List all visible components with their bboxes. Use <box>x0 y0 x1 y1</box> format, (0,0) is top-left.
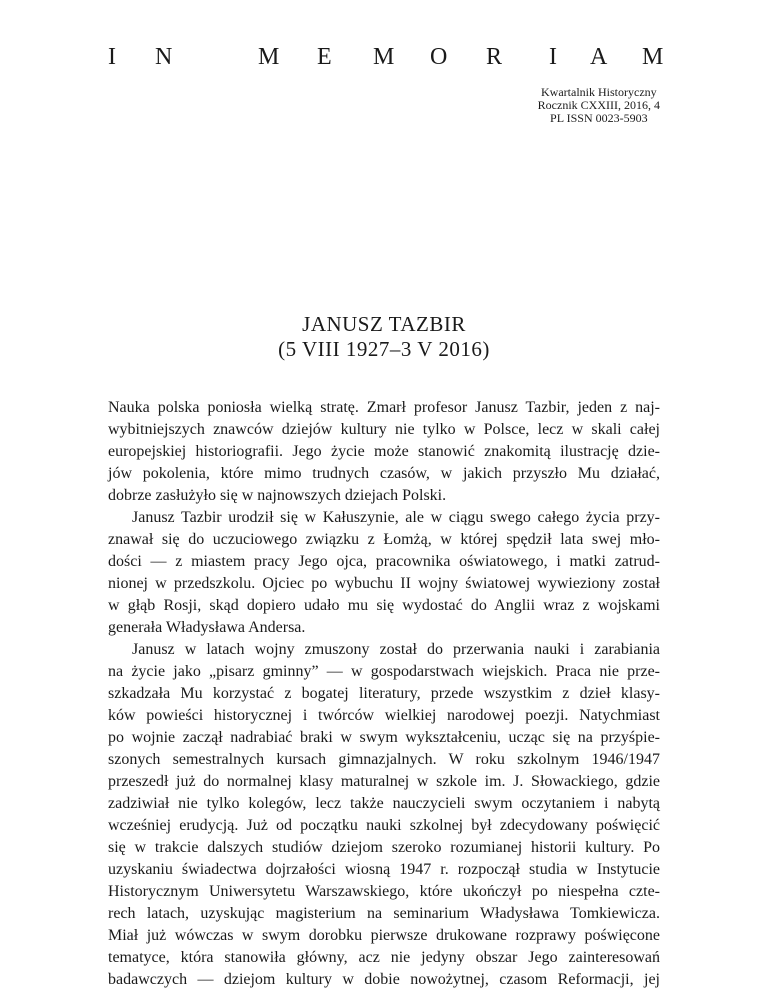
journal-name: Kwartalnik Historyczny <box>541 85 657 99</box>
body-line: szonych semestralnych kursach gimnazjalnych. W roku szkolnym 1946/1947 <box>108 751 660 768</box>
body-line: po wojnie zaczął nadrabiać braki w swym wykształceniu, ucząc się na przyśpie- <box>108 729 660 746</box>
heading-letter: I <box>549 44 557 70</box>
body-line: na życie jako „pisarz gminny” — w gospodarstwach wiejskich. Praca nie prze- <box>108 663 660 680</box>
body-line: badawczych — dziejom kultury w dobie nowożytnej, czasom Reformacji, jej <box>108 971 660 988</box>
body-line: wcześniej erudycją. Już od początku nauki szkolnej był zdecydowany poświęcić <box>108 817 660 834</box>
journal-volume: Rocznik CXXIII, 2016, 4 <box>537 98 660 112</box>
body-line: Miał już wówczas w swym dorobku pierwsze drukowane rozprawy poświęcone <box>108 927 660 944</box>
body-line: ków powieści historycznej i twórców wielkiej narodowej poezji. Natychmiast <box>108 707 660 724</box>
article-title: JANUSZ TAZBIR <box>302 312 466 336</box>
body-line: Janusz Tazbir urodził się w Kałuszynie, ale w ciągu swego całego życia przy- <box>132 509 660 526</box>
article-title-block <box>0 312 768 362</box>
body-line: Historycznym Uniwersytetu Warszawskiego, które ukończył po niespełna czte- <box>108 883 660 900</box>
heading-letter: A <box>590 44 608 70</box>
body-line: zadziwiał nie tylko kolegów, lecz także nauczycieli swym oczytaniem i nabytą <box>108 795 660 812</box>
body-line: europejskiej historiografii. Jego życie może stanowić znakomitą ilustrację dzie- <box>108 443 660 460</box>
body-line: generała Władysława Andersa. <box>108 619 306 636</box>
heading-letter: E <box>317 44 332 70</box>
body-line: rech latach, uzyskując magisterium na seminarium Władysława Tomkiewicza. <box>108 905 660 922</box>
journal-issn: PL ISSN 0023-5903 <box>550 111 648 125</box>
heading-letter: O <box>430 44 448 70</box>
body-line: Nauka polska poniosła wielką stratę. Zmarł profesor Janusz Tazbir, jeden z naj- <box>108 399 660 416</box>
body-line: nionej w przedszkolu. Ojciec po wybuchu II wojny światowej wywieziony został <box>108 575 660 592</box>
article-dates: (5 VIII 1927–3 V 2016) <box>278 337 490 361</box>
body-line: wybitniejszych znawców dziejów kultury nie tylko w Polsce, lecz w skali całej <box>108 421 660 438</box>
body-line: dobrze zasłużyło się w najnowszych dziejach Polski. <box>108 487 447 504</box>
heading-letter: R <box>486 44 503 70</box>
journal-info <box>538 86 660 125</box>
body-line: szkadzała Mu korzystać z bogatej literatury, przede wszystkim z dzieł klasy- <box>108 685 660 702</box>
body-line: dości — z miastem pracy Jego ojca, pracownika oświatowego, i matki zatrud- <box>108 553 660 570</box>
article-body <box>108 397 660 991</box>
body-line: znawał się do uczuciowego związku z Łomżą, w której spędził lata swej mło- <box>108 531 660 548</box>
heading-letter: M <box>373 44 395 70</box>
body-line: Janusz w latach wojny zmuszony został do przerwania nauki i zarabiania <box>132 641 660 658</box>
body-line: uzyskaniu świadectwa dojrzałości wiosną 1947 r. rozpoczął studia w Instytucie <box>108 861 660 878</box>
heading-letter: M <box>258 44 280 70</box>
body-line: w głąb Rosji, skąd dopiero udało mu się wydostać do Anglii wraz z wojskami <box>108 597 660 614</box>
heading-letter: I <box>108 44 116 70</box>
body-line: się w trakcie dalszych studiów dziejom szeroko rozumianej historii kultury. Po <box>108 839 660 856</box>
body-line: tematyce, która stanowiła główny, acz nie jedyny obszar Jego zainteresowań <box>108 949 660 966</box>
heading-letter: N <box>155 44 173 70</box>
body-line: przeszedł już do normalnej klasy maturalnej w szkole im. J. Słowackiego, gdzie <box>108 773 660 790</box>
body-line: jów pokolenia, które mimo trudnych czasów, w jakich przyszło Mu działać, <box>108 465 660 482</box>
section-heading-in-memoriam <box>108 42 664 72</box>
heading-letter: M <box>642 44 664 70</box>
